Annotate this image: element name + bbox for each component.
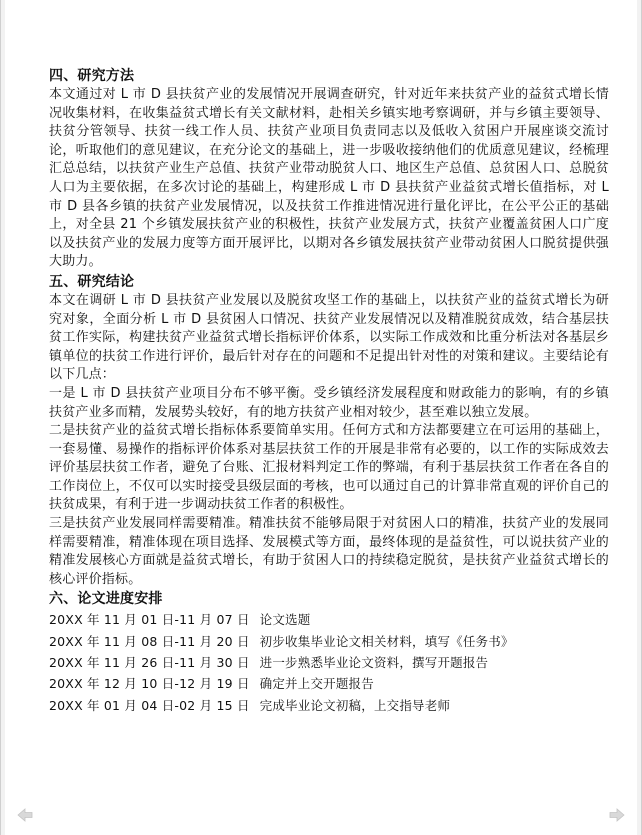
schedule-dates: 20XX 年 11 月 01 日-11 月 07 日 [49, 612, 250, 628]
schedule-task: 初步收集毕业论文相关材料，填写《任务书》 [259, 633, 514, 649]
section-heading-research-methods: 四、研究方法 [49, 68, 135, 84]
schedule-dates: 20XX 年 11 月 26 日-11 月 30 日 [49, 655, 250, 671]
section-heading-schedule: 六、论文进度安排 [49, 591, 163, 608]
schedule-task: 论文选题 [259, 612, 311, 628]
paragraph-conclusion-2: 二是扶贫产业的益贫式增长指标体系要简单实用。任何方式和方法都要建立在可运用的基础上，一套易懂、易操作的指标评价体系对基层扶贫工作的开展是非常有必要的，以工作的实际成效去评价基层扶贫工作者，避免了台账、汇报材料判定工作的弊端，有利于基层扶贫工作者在各自的工作岗位上，不仅可以实时接受县级层面的考核，也可以通过自己的计算非常直观的评价自己的扶贫成果，有利于进一步调动扶贫工作者的积极性。 [49, 423, 609, 513]
paragraph-conclusion-1: 一是 L 市 D 县扶贫产业项目分布不够平衡。受乡镇经济发展程度和财政能力的影响，有的乡镇扶贫产业多而精，发展势头较好，有的地方扶贫产业相对较少，甚至难以独立发展。 [49, 385, 609, 420]
schedule-item [49, 695, 609, 716]
document-page [5, 0, 637, 835]
section-heading-research-conclusions: 五、研究结论 [49, 273, 135, 290]
paragraph-conclusion-3: 三是扶贫产业发展同样需要精准。精准扶贫不能够局限于对贫困人口的精准，扶贫产业的发展同样需要精准，精准体现在项目选择、发展模式等方面，最终体现的是益贫性，可以说扶贫产业的精准发展核心方面就是益贫式增长，有助于贫困人口的持续稳定脱贫，是扶贫产业益贫式增长的核心评价指标。 [49, 516, 609, 587]
schedule-task: 进一步熟悉毕业论文资料，撰写开题报告 [259, 655, 489, 671]
schedule-item [49, 673, 609, 694]
arrow-left-icon[interactable] [17, 807, 33, 821]
schedule-list [49, 609, 609, 715]
schedule-item [49, 631, 609, 652]
document-content [49, 66, 609, 716]
paragraph-conclusions-intro: 本文在调研 L 市 D 县扶贫产业发展以及脱贫攻坚工作的基础上，以扶贫产业的益贫式增长为研究对象，全面分析 L 市 D 县贫困人口情况、扶贫产业发展情况以及精准脱贫成效，结合基层扶贫工作实际，构建扶贫产业益贫式增长指标评价体系，以实际工作成效和比重分析法对各基层乡镇单位的扶贫工作进行评价，最后针对存在的问题和不足提出针对性的对策和建议。主要结论有以下几点： [49, 292, 609, 383]
schedule-item [49, 652, 609, 673]
schedule-dates: 20XX 年 01 月 04 日-02 月 15 日 [49, 697, 250, 713]
schedule-dates: 20XX 年 12 月 10 日-12 月 19 日 [49, 676, 250, 692]
paragraph-research-methods: 本文通过对 L 市 D 县扶贫产业的发展情况开展调查研究，针对近年来扶贫产业的益贫式增长情况收集材料，在收集益贫式增长有关文献材料，赴相关乡镇实地考察调研，并与乡镇主要领导、扶贫分管领导、扶贫一线工作人员、扶贫产业项目负责同志以及低收入贫困户开展座谈交流讨论，听取他们的意见建议，在充分论文的基础上，进一步吸收接纳他们的优质意见建议，经梳理汇总总结，以扶贫产业生产总值、扶贫产业带动脱贫人口、地区生产总值、总贫困人口、总脱贫人口为主要依据，在多次讨论的基础上，构建形成 L 市 D 县扶贫产业益贫式增长值指标，对 L 市 D 县各乡镇的扶贫产业发展情况，以及扶贫工作推进情况进行量化评比，在公平公正的基础上，对全县 21 个乡镇发展扶贫产业的积极性，扶贫产业发展方式，扶贫产业覆盖贫困人口广度以及扶贫产业的发展力度等方面开展评比，以期对各乡镇发展扶贫产业带动贫困人口脱贫提供强大助力。 [49, 87, 609, 270]
schedule-task: 确定并上交开题报告 [259, 676, 374, 692]
arrow-right-icon[interactable] [609, 807, 625, 821]
schedule-dates: 20XX 年 11 月 08 日-11 月 20 日 [49, 633, 250, 649]
schedule-task: 完成毕业论文初稿，上交指导老师 [259, 697, 451, 713]
schedule-item [49, 609, 609, 630]
